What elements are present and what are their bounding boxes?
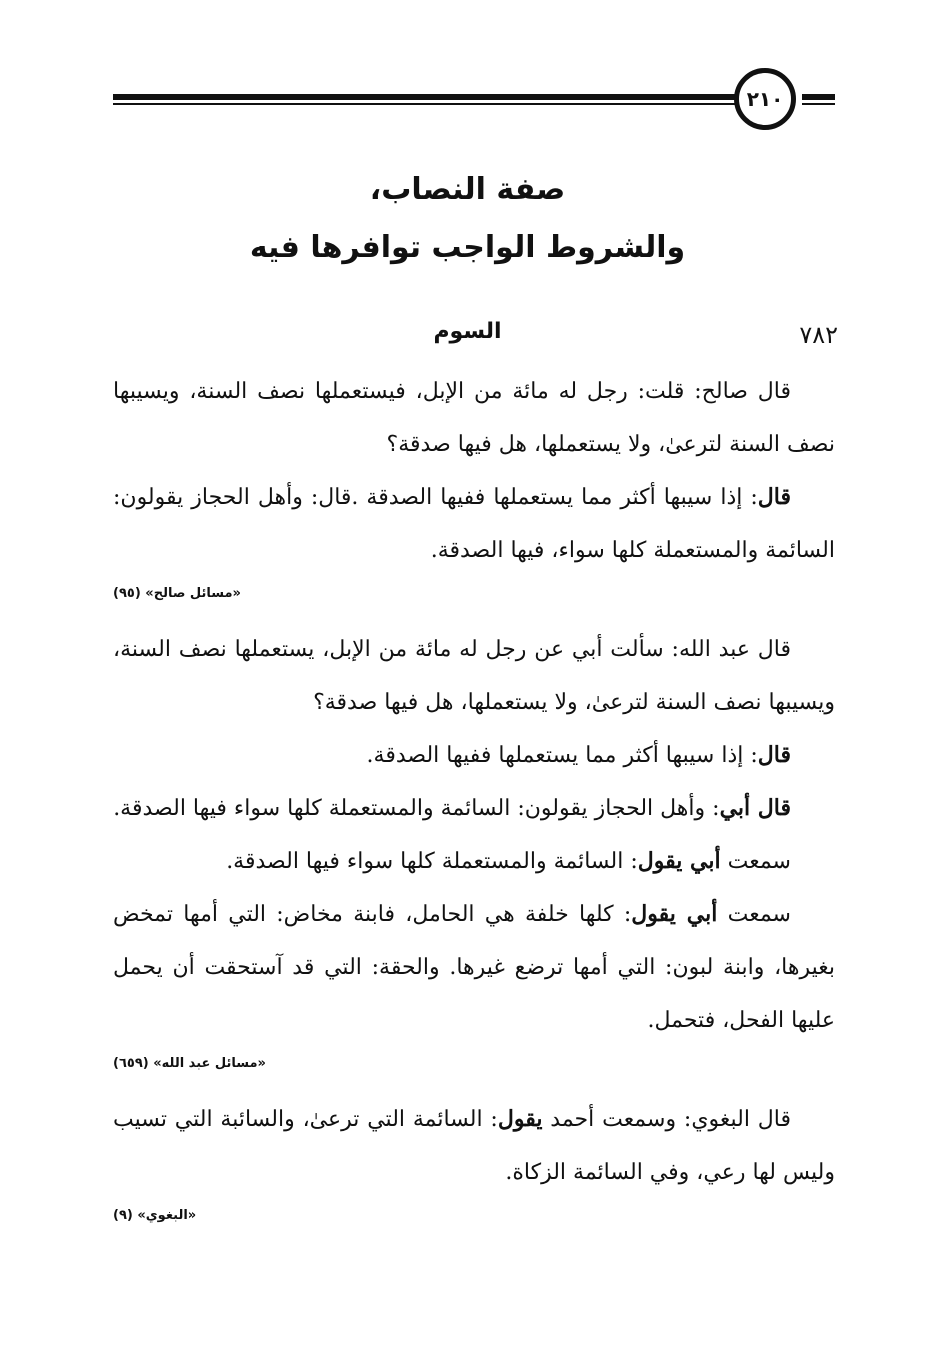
entry-number: ٧٨٢ bbox=[799, 321, 838, 349]
source-citation: «مسائل صالح» (٩٥) bbox=[113, 586, 241, 601]
paragraph bbox=[113, 729, 835, 782]
paragraph-text: : السائمة التي ترعىٰ، والسائبة التي تسيب وليس لها رعي، وفي السائمة الزكاة. bbox=[113, 1107, 835, 1185]
header-rule-end bbox=[802, 94, 835, 105]
paragraph-lead: أبي يقول bbox=[631, 901, 718, 927]
paragraph-text: : كلها خلفة هي الحامل، فابنة مخاض: التي أمها تمخض بغيرها، وابنة لبون: التي أمها ترضع غيرها. والحقة: التي قد آستحقت أن يحمل عليها الفحل، فتحمل. bbox=[113, 902, 835, 1033]
paragraph-text: : السائمة والمستعملة كلها سواء فيها الصدقة. bbox=[226, 849, 638, 874]
source-citation: «مسائل عبد الله» (٦٥٩) bbox=[113, 1056, 266, 1071]
chapter-title-line-2: والشروط الواجب توافرها فيه bbox=[249, 230, 686, 265]
paragraph-lead: قال أبي bbox=[719, 795, 791, 821]
paragraph-lead: أبي يقول bbox=[637, 848, 721, 874]
paragraph-prefix: سمعت bbox=[717, 902, 791, 927]
paragraph-text: : إذا سيبها أكثر مما يستعملها ففيها الصدقة. bbox=[366, 743, 758, 768]
paragraph bbox=[113, 1093, 835, 1199]
paragraph-lead: قال bbox=[757, 484, 791, 510]
source-citation: «البغوي» (٩) bbox=[113, 1208, 197, 1223]
paragraph-lead: قال bbox=[757, 742, 791, 768]
header-rule bbox=[113, 94, 736, 105]
page-number-badge: ٢١٠ bbox=[734, 68, 796, 130]
paragraph-text: : وأهل الحجاز يقولون: السائمة والمستعملة كلها سواء فيها الصدقة. bbox=[113, 796, 720, 821]
paragraph bbox=[113, 782, 835, 835]
paragraph-text: : إذا سيبها أكثر مما يستعملها ففيها الصدقة .قال: وأهل الحجاز يقولون: السائمة والمستعملة كلها سواء، فيها الصدقة. bbox=[113, 485, 835, 563]
chapter-title-line-1: صفة النصاب، bbox=[369, 172, 566, 207]
page-body bbox=[113, 365, 835, 1245]
paragraph-text: قال صالح: قلت: رجل له مائة من الإبل، فيستعملها نصف السنة، ويسيبها نصف السنة لترعىٰ، ولا يستعملها، هل فيها صدقة؟ bbox=[113, 379, 835, 457]
paragraph-text: قال عبد الله: سألت أبي عن رجل له مائة من الإبل، يستعملها نصف السنة، ويسيبها نصف السنة لترعىٰ، ولا يستعملها، هل فيها صدقة؟ bbox=[113, 637, 835, 715]
paragraph-prefix: سمعت bbox=[720, 849, 791, 874]
paragraph bbox=[113, 623, 835, 729]
page-header bbox=[0, 68, 935, 138]
paragraph bbox=[113, 471, 835, 577]
paragraph-lead: يقول bbox=[497, 1106, 543, 1132]
paragraph bbox=[113, 365, 835, 471]
entry-heading: السوم bbox=[433, 319, 502, 344]
paragraph bbox=[113, 888, 835, 1047]
paragraph-prefix: قال البغوي: وسمعت أحمد bbox=[542, 1107, 791, 1132]
paragraph bbox=[113, 835, 835, 888]
